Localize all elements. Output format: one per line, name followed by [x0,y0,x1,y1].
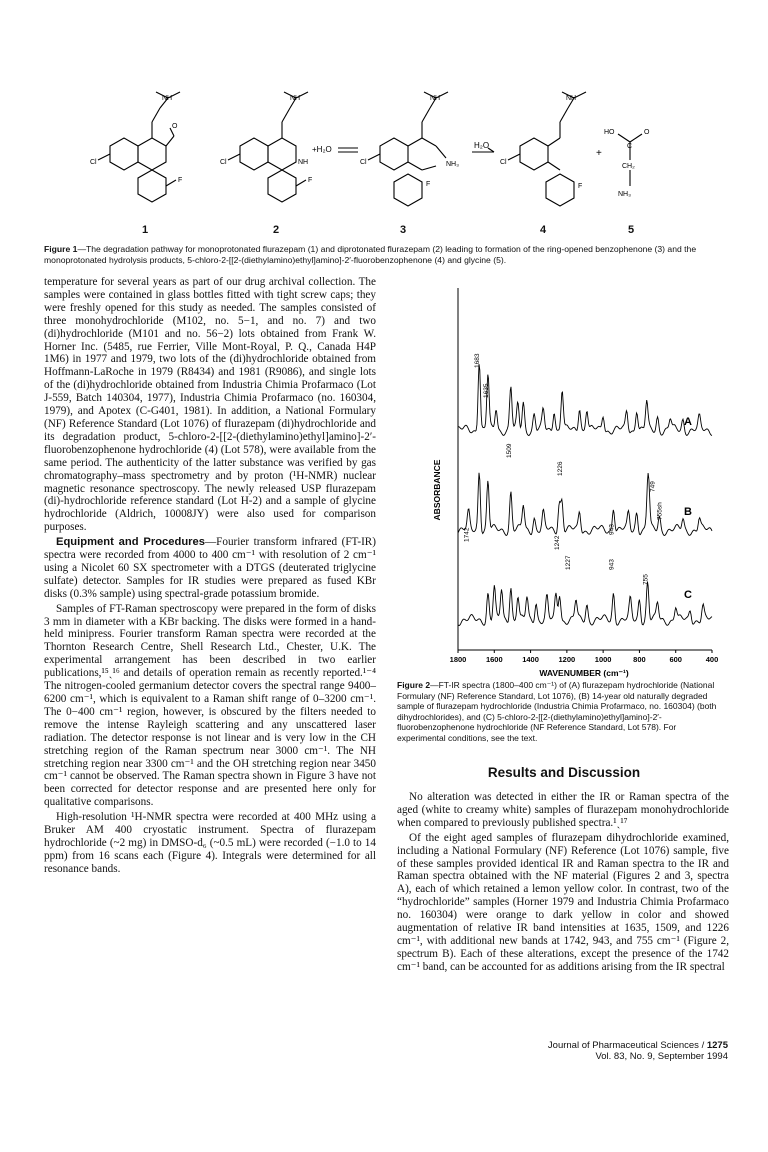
svg-text:Cl: Cl [220,159,227,166]
x-tick-label: 1800 [449,655,467,664]
figure-2-spectrum [400,280,730,680]
paragraph-results-1: No alteration was detected in either the IR or Raman spectra of the aged (white to creamy white) samples of flurazepam monohydrochloride when compared to previously published spectra.¹ˎ¹⁷ [397,791,729,829]
figure-2-caption-text: —FT-IR spectra (1800–400 cm⁻¹) of (A) flurazepam hydrochloride (National Formulary (NF) Reference Standard, Lot 1076), (B) 14-year old naturally degraded sample of flurazepam hydrochloride (Industria Chimia Profarmaco, no. 160304) (both dihydrochlorides), and (C) 5-chloro-2-[[2-(diethylamino)ethyl]amino]-2′-fluorobenzophenone hydrochloride (NF Reference Standard, Lot 578). For experimental conditions, see the text. [397,680,717,743]
figure-2-caption [397,680,727,743]
x-tick-label: 600 [669,655,682,664]
structure-5 [618,134,642,186]
x-tick-label: 1000 [594,655,612,664]
peak-label: 749 [649,481,657,492]
paragraph-results-2: Of the eight aged samples of flurazepam dihydrochloride examined, including a National Formulary (NF) Reference (Lot 1076) sample, five of these samples provided identical IR and Raman spectra to the IR and Raman spectra obtained with the NF material (Figures 2 and 3, spectra A), each of which retained a lemon yellow color. In contrast, two of the “hydrochloride” samples (Horner 1979 and Industria Chimia Profarmaco no. 160304) were orange to dark yellow in color and showed augmentation of relative IR band intensities at 1635, 1509, and 1226 cm⁻¹, with additional new bands at 1742, 943, and 755 cm⁻¹ (Figure 2, spectrum B). Each of these alterations, except the presence of the 1742 cm⁻¹ band, can be accounted for as additions arising from the IR spectral [397,831,729,973]
paragraph-samples: temperature for several years as part of our drug archival collection. The samples were contained in glass bottles fitted with tight screw caps; they were freshly opened for this study as needed. The samples consisted of three monohydrochloride (M102, no. 5−1, and no. 7) and two (di)hydrochloride (M101 and no. 56−2) lots obtained from Frank W. Horner Inc. (5485, rue Ferrier, Ville Mont-Royal, P. Q., Canada H4P 1M6) in 1977 and 1979, two lots of the (di)hydrochloride obtained from Hoffmann-LaRoche in 1979 (R8434) and 1981 (R9086), and single lots of the (di)hydrochloride obtained from Industria Chimia Profarmaco (Lot J-559, Batch 140304, 1977), Industria Chimia Profarmaco (no. 160304, 1979), and Apotex (C-G401, 1981). In addition, a National Formulary (NF) Reference Standard (Lot 1076) of flurazepam (di)hydrochloride and its degradation product, 5-chloro-2-[[2-(diethylamino)ethyl]amino]-2′-fluorobenzophenone hydrochloride (4) (Lot 578), were available from the same period. The authenticity of the latter substance was verified by gas chromatography–mass spectrometry and by proton (¹H-NMR) nuclear magnetic resonance spectroscopy. The newly released USP flurazepam (di)-hydrochloride reference standard (Lot H-2) and a sample of glycine hydrochloride (Aldrich, 10008JY) were also used for comparison purposes. [44,276,376,534]
peak-label: 1683 [474,353,482,368]
spectrum-trace-b [458,473,712,536]
x-axis-label: WAVENUMBER (cm⁻¹) [539,668,629,678]
peak-label: 1742 [463,527,471,542]
svg-text:F: F [426,181,431,188]
peak-label: 943 [608,559,616,570]
trace-label-b: B [684,506,692,518]
paragraph-raman: Samples of FT-Raman spectroscopy were prepared in the form of disks 3 mm in diameter with a KBr backing. The disks were formed in a hand-held minipress. Fourier transform Raman spectra were recorded at the Thornton Research Centre, Shell Research Ltd., Chester, U.K. The experimental arrangement has been described in two earlier publications,¹⁵ˎ¹⁶ and details of operation remain as recently reported.¹⁻⁴ The nitrogen-cooled germanium detector covers the spectral range 9400–6200 cm⁻¹, which is equivalent to a Raman shift range of 0–3200 cm⁻¹. The 0−400 cm⁻¹ region, however, is obscured by the filters needed to remove the intense Rayleigh scattering and any unscattered laser radiation. The detector response is not linear and is very low in the CH stretching region of the Raman spectrum near 3000 cm⁻¹. The NH stretching region near 3300 cm⁻¹ and the OH stretching region near 3450 cm⁻¹ cannot be observed. The Raman spectra shown in Figure 3 have not been corrected for detector response and are presented here only for qualitative comparisons. [44,602,376,809]
svg-text:Cl: Cl [90,159,97,166]
ir-spectrum-plot [400,280,730,680]
svg-text:H₂O: H₂O [474,141,490,150]
svg-text:Cl: Cl [360,159,367,166]
y-axis-label: ABSORBANCE [432,459,442,521]
peak-label: 1227 [565,555,572,570]
x-tick-label: 1600 [485,655,503,664]
peak-label: 1509 [505,443,513,458]
compound-number-4: 4 [540,224,547,236]
issue-line: Vol. 83, No. 9, September 1994 [595,1051,728,1062]
svg-text:NH: NH [430,95,441,102]
peak-label: 1635 [482,383,490,398]
compound-number-5: 5 [628,224,635,236]
svg-text:NH: NH [298,159,309,166]
paragraph-equipment [44,536,376,601]
svg-text:F: F [578,183,583,190]
trace-label-a: A [684,416,692,428]
paragraph-equipment-text: —Fourier transform infrared (FT-IR) spectra were recorded from 4000 to 400 cm⁻¹ with resolution of 2 cm⁻¹ using a Nicolet 60 SX spectrometer with a DTGS (deuterated triglycine sulfate) detector. Samples for IR studies were prepared as fused KBr disks (0.3% sample) using spectral-grade potassium bromide. [44,536,376,600]
svg-text:C: C [627,143,633,150]
svg-text:F: F [178,177,183,184]
svg-text:CH₂: CH₂ [622,163,635,170]
figure-1-label: Figure 1 [44,244,78,254]
trace-label-c: C [684,589,692,601]
x-tick-label: 1400 [522,655,539,664]
svg-text:O: O [644,129,650,136]
structure-4 [508,92,586,206]
svg-text:NH: NH [566,95,577,102]
structure-3 [368,92,448,206]
svg-text:HO: HO [604,129,615,136]
peak-label: 1226 [557,461,565,476]
svg-text:O: O [172,123,178,130]
page-number: 1275 [706,1040,728,1051]
structure-2 [228,92,308,202]
figure-1-scheme [90,88,730,238]
paragraph-nmr: High-resolution ¹H-NMR spectra were recorded at 400 MHz using a Bruker AM 400 cryostatic instrument. Spectra of flurazepam hydrochloride (~2 mg) in DMSO-d₆ (~0.5 mL) were recorded (−1.0 to 14 ppm) from 16 scans each (Figure 4). Integrals were determined for all resonance bands. [44,811,376,875]
x-tick-label: 800 [633,655,646,664]
peak-label: 943 [608,524,616,535]
svg-text:NH: NH [162,95,173,102]
svg-text:NH: NH [290,95,301,102]
figure-1-caption [44,244,726,266]
section-heading-equipment: Equipment and Procedures [56,536,205,549]
figure-2-label: Figure 2 [397,680,431,690]
results-heading: Results and Discussion [487,765,641,780]
x-tick-label: 400 [705,655,719,664]
reaction-scheme-drawing [90,88,730,238]
x-tick-label: 1200 [558,655,576,664]
page-footer [500,1040,728,1062]
svg-text:NH₃: NH₃ [618,191,631,198]
compound-number-3: 3 [400,224,407,236]
svg-text:+: + [596,148,602,159]
figure-1-caption-text: —The degradation pathway for monoprotonated flurazepam (1) and diprotonated flurazepam (2) leading to formation of the ring-opened benzophenone (3) and the monoprotonated hydrolysis products, 5-chloro-2-[[2-(diethylamino)ethyl]amino]-2′-fluorobenzophenone (4) and glycine (5). [44,244,697,265]
journal-name: Journal of Pharmaceutical Sciences / [547,1040,707,1051]
compound-number-1: 1 [142,224,149,236]
svg-text:F: F [308,177,313,184]
peak-label: 755sh [656,502,664,520]
right-column [397,791,729,976]
peak-label: 1242 [554,535,562,550]
compound-number-2: 2 [273,224,280,236]
spectrum-trace-a [458,364,712,435]
spectrum-trace-c [458,582,712,626]
peak-label: 755 [642,574,650,585]
journal-line [500,1040,728,1051]
svg-text:NH₃: NH₃ [446,161,459,168]
svg-text:Cl: Cl [500,159,507,166]
left-column [44,276,376,878]
structure-1 [98,92,183,202]
svg-text:+H₂O: +H₂O [312,145,332,154]
